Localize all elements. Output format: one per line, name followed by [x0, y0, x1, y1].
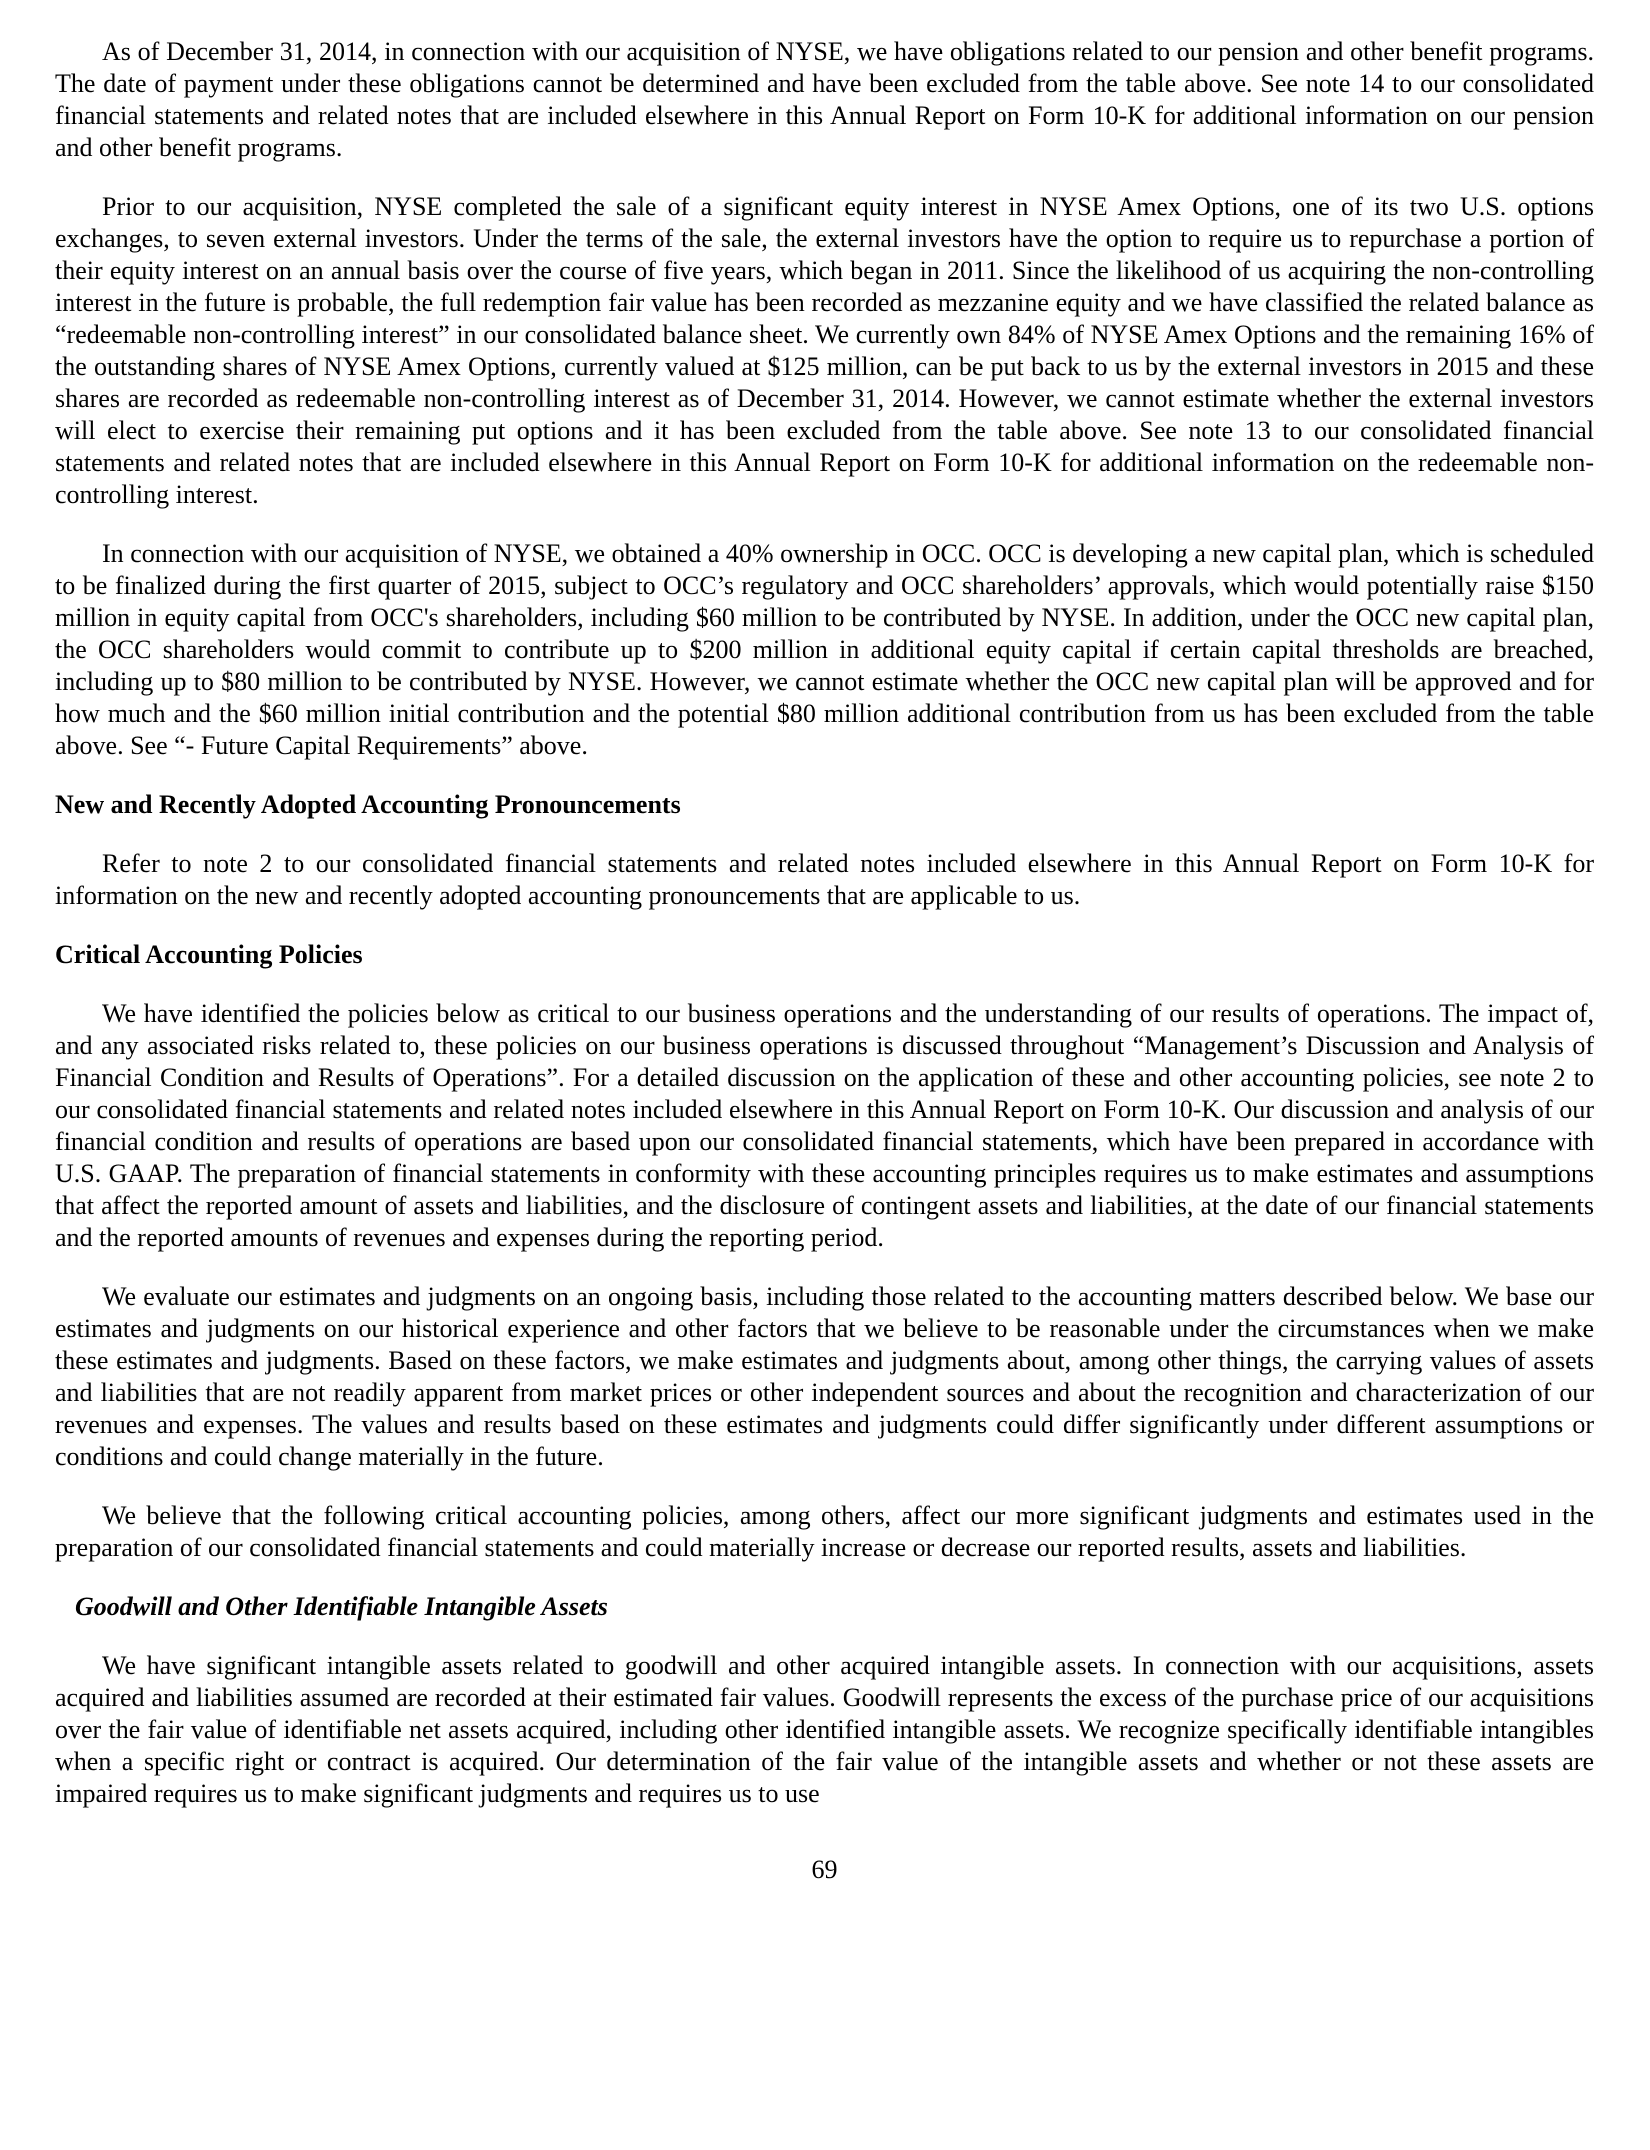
paragraph-pension-obligations: As of December 31, 2014, in connection with our acquisition of NYSE, we have obligations related to our pension and other benefit programs. The date of payment under these obligations cannot be determined and have been excluded from the table above. See note 14 to our consolidated financial statements and related notes that are included elsewhere in this Annual Report on Form 10-K for additional information on our pension and other benefit programs.: [55, 37, 1594, 162]
heading-critical-accounting-policies: Critical Accounting Policies: [55, 940, 363, 969]
paragraph-estimates-and-judgments: We evaluate our estimates and judgments on an ongoing basis, including those related to the accounting matters described below. We base our estimates and judgments on our historical experience and other factors that we believe to be reasonable under the circumstances when we make these estimates and judgments. Based on these factors, we make estimates and judgments about, among other things, the carrying values of assets and liabilities that are not readily apparent from market prices or other independent sources and about the recognition and characterization of our revenues and expenses. The values and results based on these estimates and judgments could differ significantly under different assumptions or conditions and could change materially in the future.: [55, 1282, 1594, 1471]
paragraph-occ-capital-plan: In connection with our acquisition of NYSE, we obtained a 40% ownership in OCC. OCC is developing a new capital plan, which is scheduled to be finalized during the first quarter of 2015, subject to OCC’s regulatory and OCC shareholders’ approvals, which would potentially raise $150 million in equity capital from OCC's shareholders, including $60 million to be contributed by NYSE. In addition, under the OCC new capital plan, the OCC shareholders would commit to contribute up to $200 million in additional equity capital if certain capital thresholds are breached, including up to $80 million to be contributed by NYSE. However, we cannot estimate whether the OCC new capital plan will be approved and for how much and the $60 million initial contribution and the potential $80 million additional contribution from us has been excluded from the table above. See “- Future Capital Requirements” above.: [55, 539, 1594, 760]
paragraph-refer-note-2: Refer to note 2 to our consolidated financial statements and related notes included elsewhere in this Annual Report on Form 10-K for information on the new and recently adopted accounting pronouncements that are applicable to us.: [55, 849, 1594, 910]
heading-goodwill-intangible-assets: Goodwill and Other Identifiable Intangible Assets: [75, 1592, 608, 1621]
paragraph-goodwill-intangibles: We have significant intangible assets related to goodwill and other acquired intangible assets. In connection with our acquisitions, assets acquired and liabilities assumed are recorded at their estimated fair values. Goodwill represents the excess of the purchase price of our acquisitions over the fair value of identifiable net assets acquired, including other identified intangible assets. We recognize specifically identifiable intangibles when a specific right or contract is acquired. Our determination of the fair value of the intangible assets and whether or not these assets are impaired requires us to make significant judgments and requires us to use: [55, 1651, 1594, 1808]
paragraph-policies-affect-results: We believe that the following critical accounting policies, among others, affect our more significant judgments and estimates used in the preparation of our consolidated financial statements and could materially increase or decrease our reported results, assets and liabilities.: [55, 1501, 1594, 1562]
paragraph-nyse-amex-options-put: Prior to our acquisition, NYSE completed the sale of a significant equity interest in NYSE Amex Options, one of its two U.S. options exchanges, to seven external investors. Under the terms of the sale, the external investors have the option to require us to repurchase a portion of their equity interest on an annual basis over the course of five years, which began in 2011. Since the likelihood of us acquiring the non-controlling interest in the future is probable, the full redemption fair value has been recorded as mezzanine equity and we have classified the related balance as “redeemable non-controlling interest” in our consolidated balance sheet. We currently own 84% of NYSE Amex Options and the remaining 16% of the outstanding shares of NYSE Amex Options, currently valued at $125 million, can be put back to us by the external investors in 2015 and these shares are recorded as redeemable non-controlling interest as of December 31, 2014. However, we cannot estimate whether the external investors will elect to exercise their remaining put options and it has been excluded from the table above. See note 13 to our consolidated financial statements and related notes that are included elsewhere in this Annual Report on Form 10-K for additional information on the redeemable non-controlling interest.: [55, 192, 1594, 509]
page-footer: [55, 1854, 1594, 1886]
heading-new-accounting-pronouncements: New and Recently Adopted Accounting Pronouncements: [55, 790, 681, 819]
page-number: 69: [811, 1855, 838, 1884]
paragraph-critical-policies-overview: We have identified the policies below as critical to our business operations and the understanding of our results of operations. The impact of, and any associated risks related to, these policies on our business operations is discussed throughout “Management’s Discussion and Analysis of Financial Condition and Results of Operations”. For a detailed discussion on the application of these and other accounting policies, see note 2 to our consolidated financial statements and related notes included elsewhere in this Annual Report on Form 10-K. Our discussion and analysis of our financial condition and results of operations are based upon our consolidated financial statements, which have been prepared in accordance with U.S. GAAP. The preparation of financial statements in conformity with these accounting principles requires us to make estimates and assumptions that affect the reported amount of assets and liabilities, and the disclosure of contingent assets and liabilities, at the date of our financial statements and the reported amounts of revenues and expenses during the reporting period.: [55, 999, 1594, 1252]
